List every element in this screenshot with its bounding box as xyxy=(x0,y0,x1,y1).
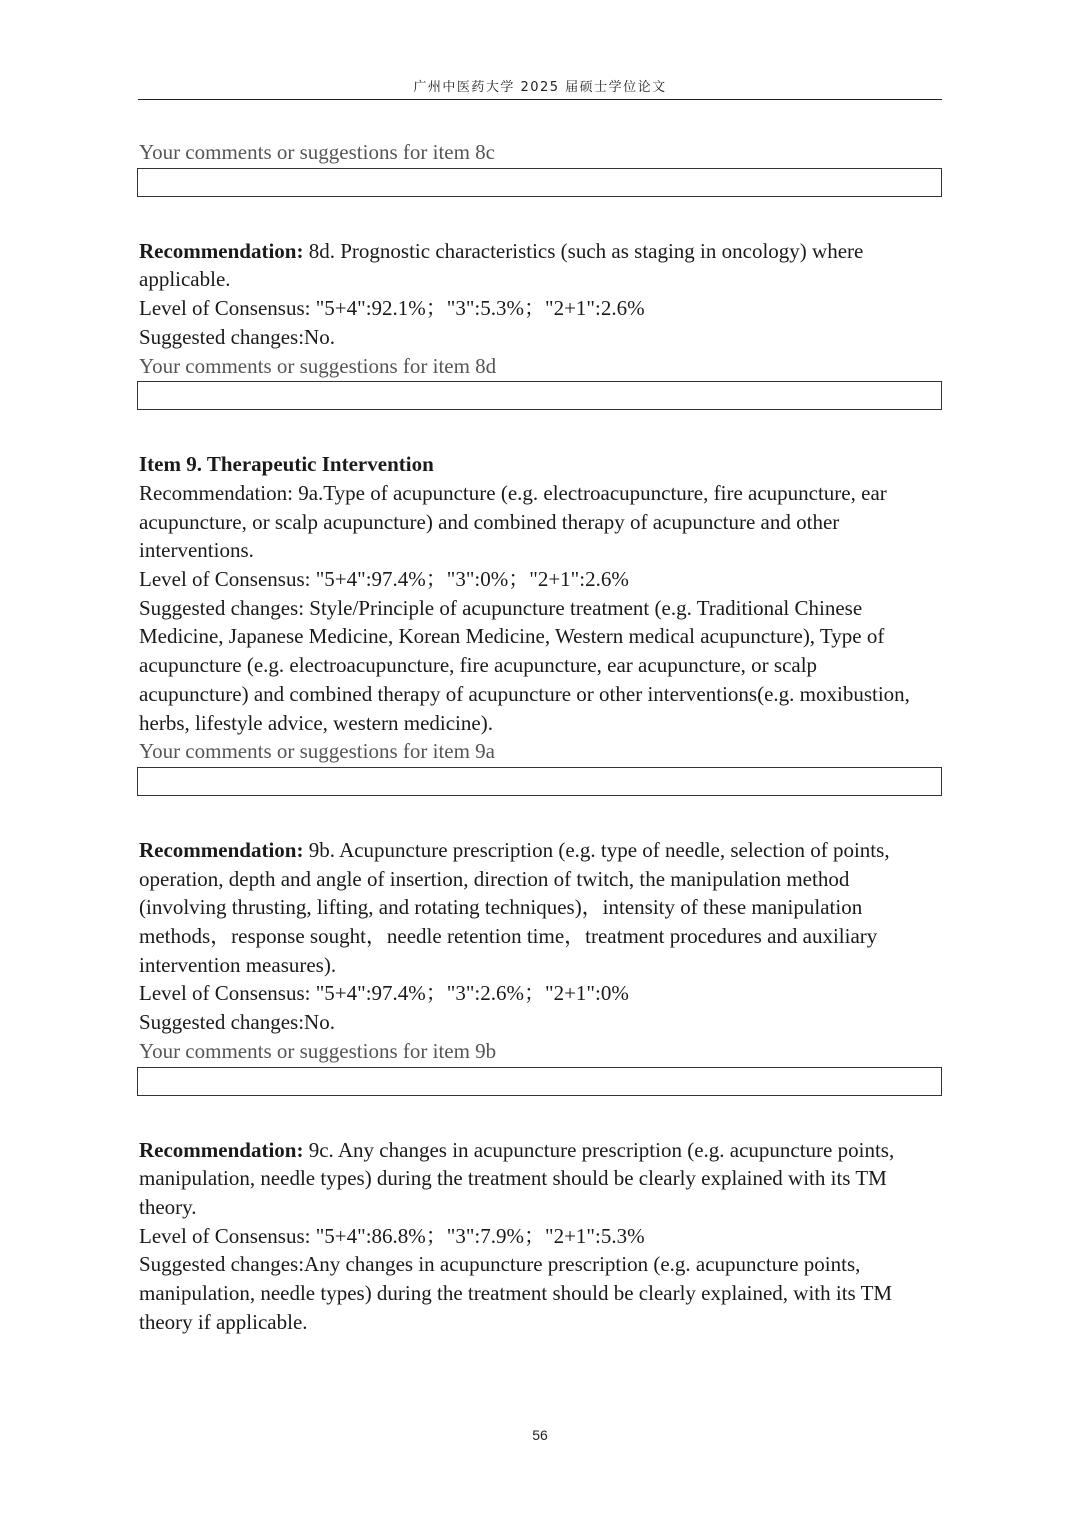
header-rule xyxy=(138,99,942,100)
suggested-changes-8d: Suggested changes:No. xyxy=(139,324,335,349)
recommendation-9a-line-2: acupuncture, or scalp acupuncture) and combined therapy of acupuncture and other xyxy=(139,509,840,534)
recommendation-9a-line-3: interventions. xyxy=(139,538,254,563)
consensus-8d: Level of Consensus: "5+4":92.1%；"3":5.3%；"2+1":2.6% xyxy=(139,296,645,321)
comment-prompt-8d: Your comments or suggestions for item 8d xyxy=(139,353,497,378)
suggested-changes-9a-line-5: herbs, lifestyle advice, western medicine). xyxy=(139,710,493,735)
item-9-heading: Item 9. Therapeutic Intervention xyxy=(139,452,434,477)
comment-prompt-9a: Your comments or suggestions for item 9a xyxy=(139,739,496,764)
page-content xyxy=(139,138,945,1337)
recommendation-8d-line-1: Recommendation: 8d. Prognostic characteristics (such as staging in oncology) where xyxy=(139,238,864,263)
recommendation-9b-line-4: methods，response sought，needle retention time，treatment procedures and auxiliary xyxy=(139,924,878,949)
recommendation-9c-line-1: Recommendation: 9c. Any changes in acupuncture prescription (e.g. acupuncture points, xyxy=(139,1137,895,1162)
suggested-changes-9a-line-4: acupuncture) and combined therapy of acupuncture or other interventions(e.g. moxibustion, xyxy=(139,681,910,706)
suggested-changes-9a-line-1: Suggested changes: Style/Principle of acupuncture treatment (e.g. Traditional Chinese xyxy=(139,595,863,620)
comment-box-9a[interactable] xyxy=(137,767,942,796)
recommendation-9b-line-5: intervention measures). xyxy=(139,952,337,977)
suggested-changes-9a-line-3: acupuncture (e.g. electroacupuncture, fire acupuncture, ear acupuncture, or scalp xyxy=(139,653,818,678)
recommendation-label: Recommendation: xyxy=(139,837,304,862)
recommendation-label: Recommendation: xyxy=(139,1137,304,1162)
suggested-changes-9c-line-3: theory if applicable. xyxy=(139,1309,308,1334)
recommendation-9c-line-2: manipulation, needle types) during the treatment should be clearly explained with its TM xyxy=(139,1166,887,1191)
recommendation-9b-line-3: (involving thrusting, lifting, and rotating techniques)，intensity of these manipulation xyxy=(139,895,863,920)
consensus-9c: Level of Consensus: "5+4":86.8%；"3":7.9%；"2+1":5.3% xyxy=(139,1223,645,1248)
recommendation-8d-line-2: applicable. xyxy=(139,267,231,292)
comment-prompt-8c: Your comments or suggestions for item 8c xyxy=(139,140,496,164)
recommendation-9b-line-1: Recommendation: 9b. Acupuncture prescription (e.g. type of needle, selection of points, xyxy=(139,837,890,862)
recommendation-label: Recommendation: xyxy=(139,238,304,263)
comment-box-8c[interactable] xyxy=(137,168,942,197)
recommendation-9b-line-2: operation, depth and angle of insertion, direction of twitch, the manipulation method xyxy=(139,866,850,891)
consensus-9a: Level of Consensus: "5+4":97.4%；"3":0%；"2+1":2.6% xyxy=(139,567,629,592)
suggested-changes-9b: Suggested changes:No. xyxy=(139,1010,335,1035)
comment-box-8d[interactable] xyxy=(137,381,942,410)
page-number: 56 xyxy=(532,1427,548,1443)
suggested-changes-9c-line-1: Suggested changes:Any changes in acupuncture prescription (e.g. acupuncture points, xyxy=(139,1252,861,1277)
comment-box-9b[interactable] xyxy=(137,1067,942,1096)
running-header: 广州中医药大学 2025 届硕士学位论文 xyxy=(413,80,667,95)
recommendation-9a-line-1: Recommendation: 9a.Type of acupuncture (e.g. electroacupuncture, fire acupuncture, ear xyxy=(139,480,887,505)
recommendation-9c-line-3: theory. xyxy=(139,1194,197,1219)
suggested-changes-9c-line-2: manipulation, needle types) during the treatment should be clearly explained, with its TM xyxy=(139,1281,893,1306)
consensus-9b: Level of Consensus: "5+4":97.4%；"3":2.6%；"2+1":0% xyxy=(139,981,629,1006)
suggested-changes-9a-line-2: Medicine, Japanese Medicine, Korean Medicine, Western medical acupuncture), Type of xyxy=(139,624,885,649)
comment-prompt-9b: Your comments or suggestions for item 9b xyxy=(139,1038,497,1063)
